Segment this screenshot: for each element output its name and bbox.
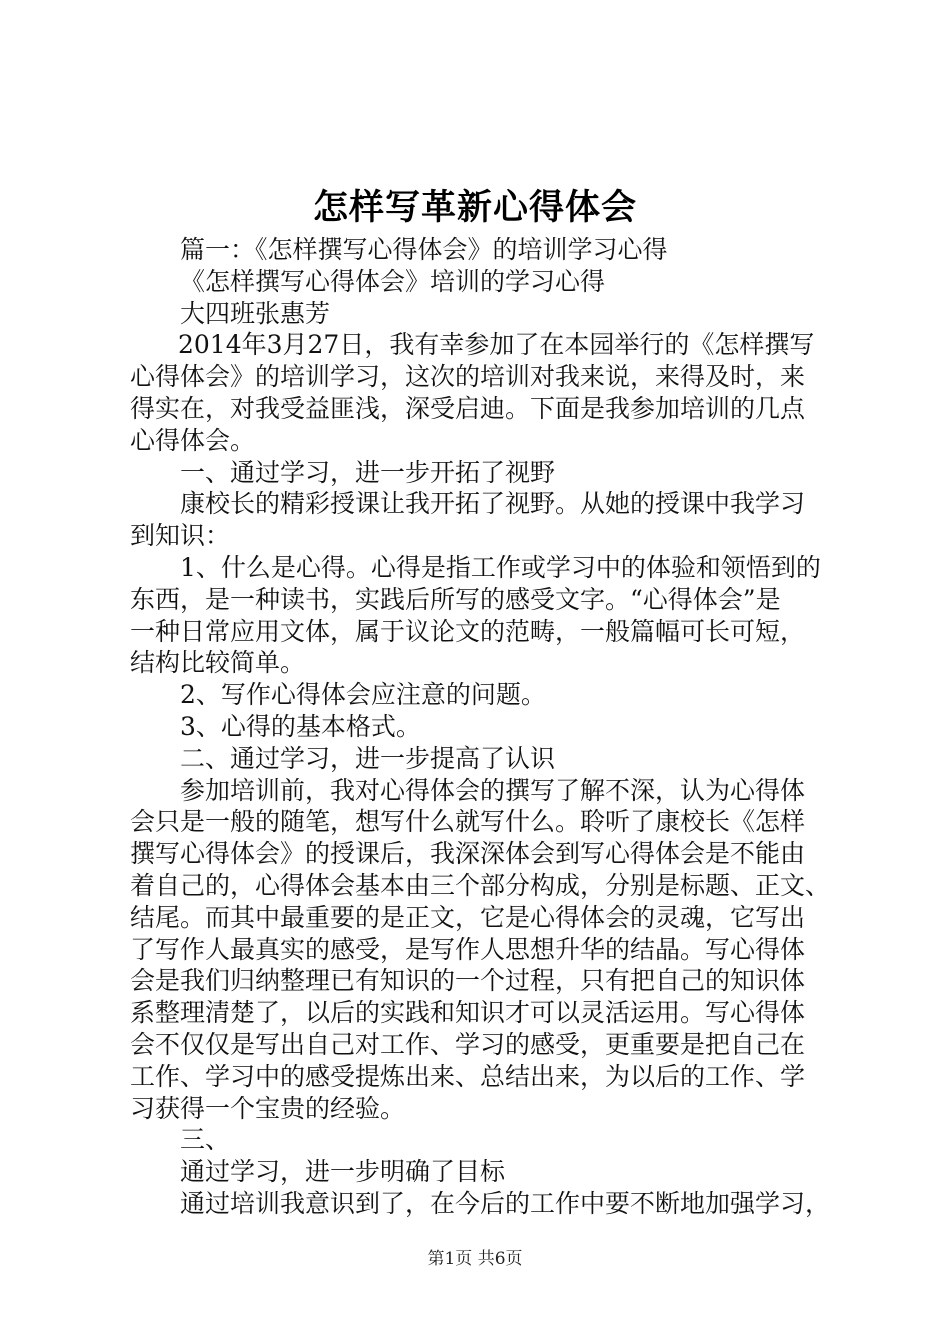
text-line: 工作、学习中的感受提炼出来、总结出来，为以后的工作、学 [130, 1061, 806, 1091]
document-body [130, 234, 836, 1220]
text-line: 一种日常应用文体，属于议论文的范畴，一般篇幅可长可短， [130, 616, 806, 646]
text-line: 篇一：《怎样撰写心得体会》的培训学习心得 [180, 235, 668, 264]
text-line: 得实在，对我受益匪浅，深受启迪。下面是我参加培训的几点 [130, 393, 806, 423]
text-line: 1、什么是心得。心得是指工作或学习中的体验和领悟到的 [180, 552, 821, 582]
document-title: 怎样写革新心得体会 [312, 187, 637, 228]
text-line: 东西，是一种读书，实践后所写的感受文字。“心得体会”是 [130, 584, 781, 614]
text-line: 心得体会》的培训学习，这次的培训对我来说，来得及时，来 [130, 362, 806, 392]
text-line: 参加培训前，我对心得体会的撰写了解不深，认为心得体 [180, 775, 806, 805]
text-line: 三、 [180, 1125, 231, 1155]
text-line: 撰写心得体会》的授课后，我深深体会到写心得体会是不能由 [130, 839, 806, 869]
text-line: 会不仅仅是写出自己对工作、学习的感受，更重要是把自己在 [130, 1029, 806, 1059]
text-line: 2014年3月27日，我有幸参加了在本园举行的《怎样撰写 [178, 330, 815, 360]
text-line: 系整理清楚了，以后的实践和知识才可以灵活运用。写心得体 [130, 998, 806, 1028]
text-line: 二、通过学习，进一步提高了认识 [180, 743, 556, 773]
text-line: 《怎样撰写心得体会》培训的学习心得 [180, 266, 606, 296]
text-line: 了写作人最真实的感受，是写作人思想升华的结晶。写心得体 [130, 934, 806, 964]
text-line: 结构比较简单。 [130, 648, 306, 678]
text-line: 康校长的精彩授课让我开拓了视野。从她的授课中我学习 [180, 489, 806, 519]
text-line: 通过学习，进一步明确了目标 [180, 1157, 506, 1187]
text-line: 心得体会。 [130, 425, 256, 455]
text-line: 2、写作心得体会应注意的问题。 [180, 680, 546, 710]
text-line: 会是我们归纳整理已有知识的一个过程，只有把自己的知识体 [130, 966, 806, 996]
text-line: 大四班张惠芳 [180, 298, 331, 328]
text-line: 一、通过学习，进一步开拓了视野 [180, 457, 556, 487]
text-line: 习获得一个宝贵的经验。 [130, 1093, 406, 1123]
text-line: 会只是一般的随笔，想写什么就写什么。聆听了康校长《怎样 [130, 807, 806, 837]
text-line: 结尾。而其中最重要的是正文，它是心得体会的灵魂，它写出 [130, 902, 806, 932]
page-footer: 第1页 共6页 [427, 1249, 523, 1269]
text-line: 3、心得的基本格式。 [180, 711, 421, 741]
text-line: 到知识： [130, 521, 231, 551]
text-line: 通过培训我意识到了，在今后的工作中要不断地加强学习， [180, 1188, 831, 1218]
text-line: 着自己的，心得体会基本由三个部分构成，分别是标题、正文、 [130, 870, 831, 900]
